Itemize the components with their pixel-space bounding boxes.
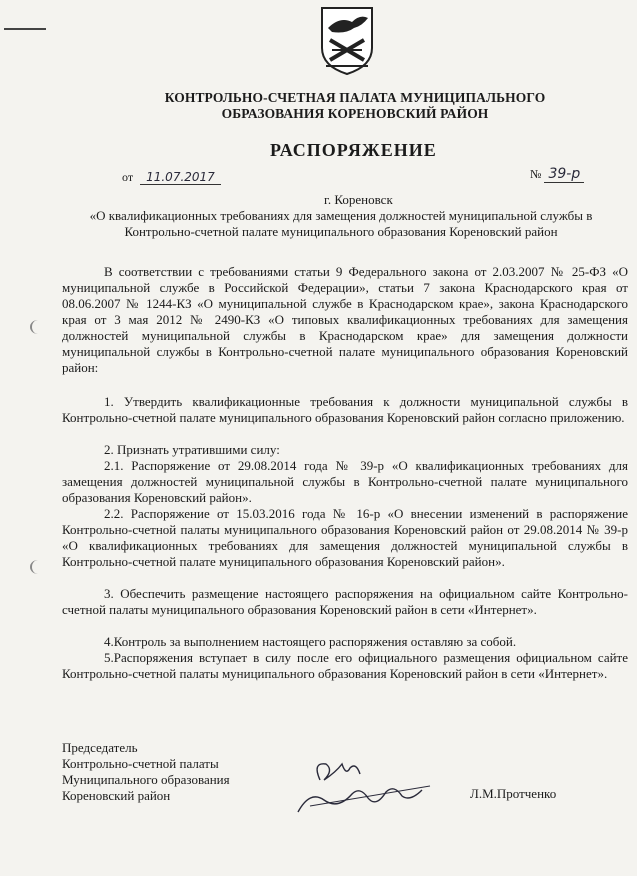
- number-line: [530, 166, 584, 182]
- punch-hole-mark: [30, 560, 46, 574]
- handwritten-signature: [290, 750, 450, 830]
- organization-name: [130, 90, 580, 122]
- signatory-title-line-2: Контрольно-счетной палаты: [62, 756, 219, 771]
- item-2-2: 2.2. Распоряжение от 15.03.2016 года № 16-р «О внесении изменений в распоряжение Контрольно-счетной палаты муниципального образования Кореновский район от 29.08.2014 № 39-р «О квалификационных требованиях для замещения должностей муниципальной службы в Контрольно-счетной палате муниципального образования Кореновский район».: [62, 506, 628, 569]
- signatory-title-line-4: Кореновский район: [62, 788, 171, 803]
- preamble-paragraph: В соответствии с требованиями статьи 9 Федерального закона от 2.03.2007 № 25-ФЗ «О муниципальной службе в Российской Федерации», статьи 7 закона Краснодарского края от 08.06.2007 № 1244-КЗ «О муниципальной службе в Краснодарском крае», закона Краснодарского края от 3 мая 2012 № 2490-КЗ «О типовых квалификационных требованиях для замещения должностей муниципальной службы в Краснодарском крае» для замещения должности муниципальной службы в Контрольно-счетной палате муниципального образования Кореновский район:: [62, 264, 628, 375]
- document-type: РАСПОРЯЖЕНИЕ: [270, 140, 437, 160]
- org-line-1: КОНТРОЛЬНО-СЧЕТНАЯ ПАЛАТА МУНИЦИПАЛЬНОГО: [164, 90, 546, 105]
- city: г. Кореновск: [324, 192, 393, 207]
- item-3: 3. Обеспечить размещение настоящего распоряжения на официальном сайте Контрольно-счетной палаты муниципального образования Кореновский район в сети «Интернет».: [62, 586, 628, 617]
- signatory-title-line-3: Муниципального образования: [62, 772, 230, 787]
- document-date: 11.07.2017: [140, 170, 221, 185]
- top-left-mark: [4, 28, 46, 30]
- item-5: 5.Распоряжения вступает в силу после его официального размещения официальном сайте Контрольно-счетной палаты муниципального образования Кореновский район в сети «Интернет».: [62, 650, 628, 681]
- number-prefix: №: [530, 167, 542, 181]
- signatory-title: [62, 740, 230, 804]
- item-2: 2. Признать утратившими силу:: [104, 442, 280, 457]
- item-1: 1. Утвердить квалификационные требования к должности муниципальной службы в Контрольно-счетной палате муниципального образования Кореновский район согласно приложению.: [62, 394, 628, 425]
- item-4: 4.Контроль за выполнением настоящего распоряжения оставляю за собой.: [104, 634, 517, 649]
- punch-hole-mark: [30, 320, 46, 334]
- document-number: 39-р: [544, 166, 584, 183]
- org-line-2: ОБРАЗОВАНИЯ КОРЕНОВСКИЙ РАЙОН: [221, 106, 489, 121]
- district-coat-of-arms-icon: [318, 4, 376, 76]
- signatory-name: Л.М.Протченко: [470, 786, 557, 801]
- item-2-1: 2.1. Распоряжение от 29.08.2014 года № 39-р «О квалификационных требованиях для замещения должностей муниципальной службы в Контрольно-счетной палате муниципального образования Кореновский район».: [62, 458, 628, 505]
- document-subject: «О квалификационных требованиях для замещения должностей муниципальной службы в Контрольно-счетной палате муниципального образования Кореновский район: [89, 208, 593, 239]
- date-line: [122, 170, 221, 185]
- date-prefix: от: [122, 170, 134, 184]
- signatory-title-line-1: Председатель: [62, 740, 138, 755]
